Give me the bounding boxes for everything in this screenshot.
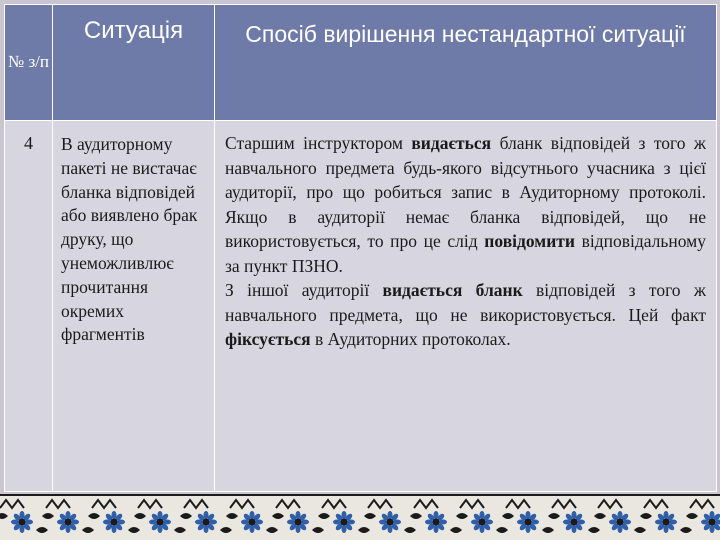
solution-emphasis: видається: [411, 133, 492, 153]
header-situation: Ситуація: [53, 5, 215, 121]
row-situation: В аудиторному пакеті не вистачає бланка відповідей або виявлено брак друку, що унеможливлює прочитання окремих фрагментів: [53, 121, 215, 492]
embroidery-border: [0, 494, 720, 540]
solution-emphasis: видається бланк: [382, 280, 523, 300]
solution-text: відповідальному за пункт ПЗНО.: [225, 231, 706, 276]
solution-text: З іншої аудиторії: [225, 280, 383, 300]
header-number: № з/п: [5, 5, 53, 121]
table-row: [5, 121, 717, 492]
embroidery-ornament-icon: [0, 494, 720, 540]
solution-text: бланк відповідей з того ж навчального предмета будь-якого відсутнього учасника з цієї аудиторії, про що робиться запис в Аудиторному протоколі. Якщо в аудиторії немає бланка відповідей, що не використовується, то про це слід: [225, 133, 706, 251]
solution-emphasis: фіксується: [225, 329, 311, 349]
solution-text: Старшим інструктором: [225, 133, 412, 153]
table-header-row: [5, 5, 717, 121]
row-number: 4: [5, 121, 53, 492]
solution-paragraph-2: [225, 278, 706, 352]
header-solution: Спосіб вирішення нестандартної ситуації: [215, 5, 717, 121]
situation-table: [4, 4, 717, 492]
row-solution: [215, 121, 717, 492]
solution-emphasis: повідомити: [484, 231, 575, 251]
solution-text: в Аудиторних протоколах.: [310, 329, 511, 349]
solution-text: відповідей з того ж навчального предмета, що не використовується. Цей факт: [225, 280, 706, 325]
solution-paragraph-1: [225, 131, 706, 278]
